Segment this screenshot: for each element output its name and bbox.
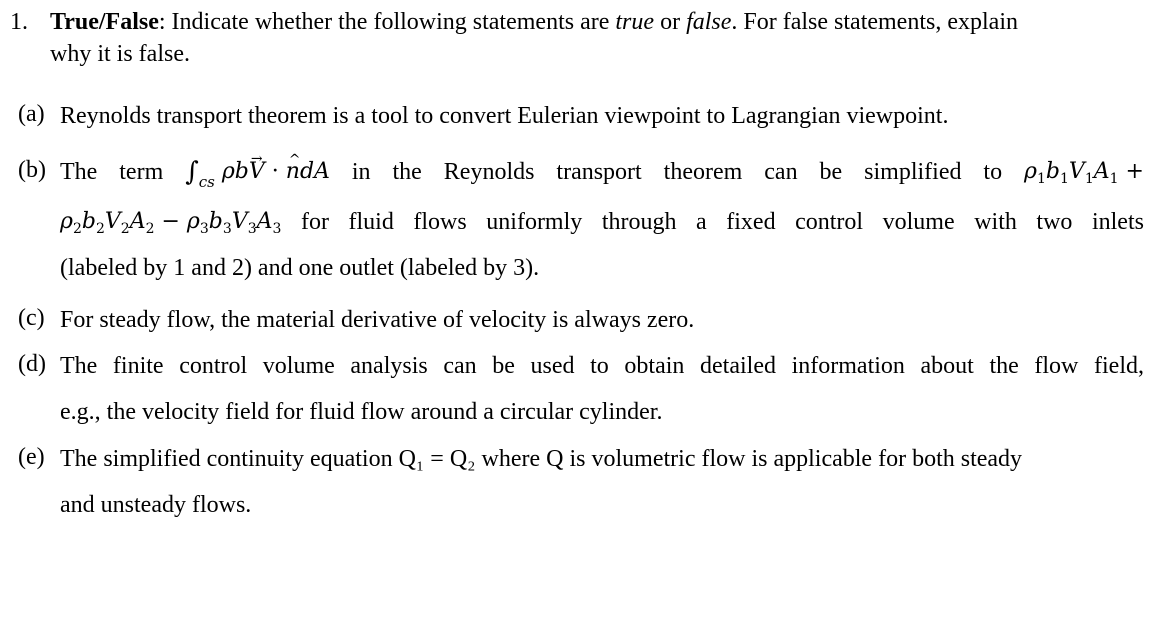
- flux-integral: $\int_{cs}$ ρb→ V · ^ ndA: [185, 157, 330, 207]
- statement-b-word: control: [795, 209, 864, 235]
- statement-b-word: flows: [413, 209, 467, 235]
- statement-d-word: be: [492, 353, 515, 379]
- statement-a-line: Reynolds transport theorem is a tool to convert Eulerian viewpoint to Lagrangian viewpoint.: [60, 103, 949, 129]
- statement-d-word: the: [989, 353, 1019, 379]
- statement-a-text: [60, 101, 1144, 147]
- statement-b-word: be: [819, 159, 843, 185]
- statement-c-label: (c): [18, 305, 45, 331]
- statement-b-word: with: [974, 209, 1017, 235]
- instructions-text-b: . For false statements, explain: [731, 9, 1018, 35]
- statement-d-label: (d): [18, 351, 46, 377]
- statement-d-text: [60, 351, 1144, 443]
- statement-d-word: The: [60, 353, 98, 379]
- flux-sum-part-1: $\rho_1b_1V_1A_1$ +: [1024, 159, 1144, 187]
- statement-b-text: [60, 157, 1144, 299]
- statement-d-word: information: [791, 353, 905, 379]
- statement-b-word: two: [1036, 209, 1073, 235]
- statement-b-word: in: [351, 159, 371, 185]
- statement-b-word: the: [392, 159, 422, 185]
- statement-b-word: can: [764, 159, 798, 185]
- statement-d-line-2: e.g., the velocity field for fluid flow around a circular cylinder.: [60, 399, 663, 425]
- statement-b-word: for: [300, 209, 329, 235]
- word-true: true: [615, 9, 655, 35]
- statement-b-word: inlets: [1091, 209, 1144, 235]
- statement-e-label: (e): [18, 444, 45, 470]
- instructions-line-1: [50, 6, 1150, 38]
- statement-b-word: volume: [882, 209, 955, 235]
- statement-d-line-1: [60, 351, 1144, 397]
- statement-d-word: flow: [1034, 353, 1079, 379]
- integral-sign: ∫: [185, 157, 199, 187]
- question-title: True/False: [50, 9, 159, 35]
- statement-b-word: The: [60, 159, 98, 185]
- statement-b-word: simplified: [864, 159, 962, 185]
- statement-a-label: (a): [18, 101, 45, 127]
- statement-b-word: through: [601, 209, 677, 235]
- integral-subscript: cs: [198, 173, 215, 191]
- statement-b-line-2: [60, 207, 1144, 253]
- statement-e-line-1: The simplified continuity equation Q₁ = Q₂ where Q is volumetric flow is applicable for both steady: [60, 446, 1023, 472]
- statement-b-word: theorem: [663, 159, 743, 185]
- statement-b-word: Reynolds: [443, 159, 535, 185]
- statement-b-word: transport: [556, 159, 642, 185]
- statement-d-word: finite: [112, 353, 164, 379]
- statement-b-word: to: [983, 159, 1003, 185]
- statement-e-line-2: and unsteady flows.: [60, 492, 252, 518]
- normal-vector: ^ n: [286, 157, 300, 187]
- flux-sum-part-2: $\rho_2b_2V_2A_2 - \rho_3b_3V_3A_3$: [60, 209, 282, 237]
- statement-d-word: to: [590, 353, 609, 379]
- statement-b-word: fluid: [348, 209, 394, 235]
- statement-c-text: [60, 305, 1144, 351]
- statement-d-word: control: [179, 353, 248, 379]
- statement-b-word: fixed: [726, 209, 776, 235]
- statement-b-word: uniformly: [486, 209, 583, 235]
- question-number: 1.: [10, 9, 28, 35]
- statement-d-word: analysis: [350, 353, 428, 379]
- instructions-or: or: [654, 9, 687, 35]
- statement-e-text: [60, 444, 1144, 536]
- statement-b-word: term: [119, 159, 164, 185]
- statement-d-word: about: [920, 353, 974, 379]
- instructions-text-a: : Indicate whether the following statements are: [158, 9, 616, 35]
- statement-d-word: field,: [1094, 353, 1144, 379]
- question-instructions: [50, 6, 1150, 70]
- statement-d-word: detailed: [700, 353, 776, 379]
- statement-d-word: can: [443, 353, 477, 379]
- velocity-vector: → V: [249, 157, 265, 187]
- statement-d-word: obtain: [624, 353, 685, 379]
- word-false: false: [686, 9, 732, 35]
- statement-d-word: used: [530, 353, 575, 379]
- statement-b-word: a: [696, 209, 707, 235]
- statement-d-word: volume: [262, 353, 335, 379]
- statement-b-line-1: [60, 157, 1144, 207]
- statement-b-label: (b): [18, 157, 46, 183]
- instructions-line-2: why it is false.: [50, 41, 190, 67]
- statement-c-line: For steady flow, the material derivative of velocity is always zero.: [60, 307, 695, 333]
- statement-b-line-3: (labeled by 1 and 2) and one outlet (labeled by 3).: [60, 255, 540, 281]
